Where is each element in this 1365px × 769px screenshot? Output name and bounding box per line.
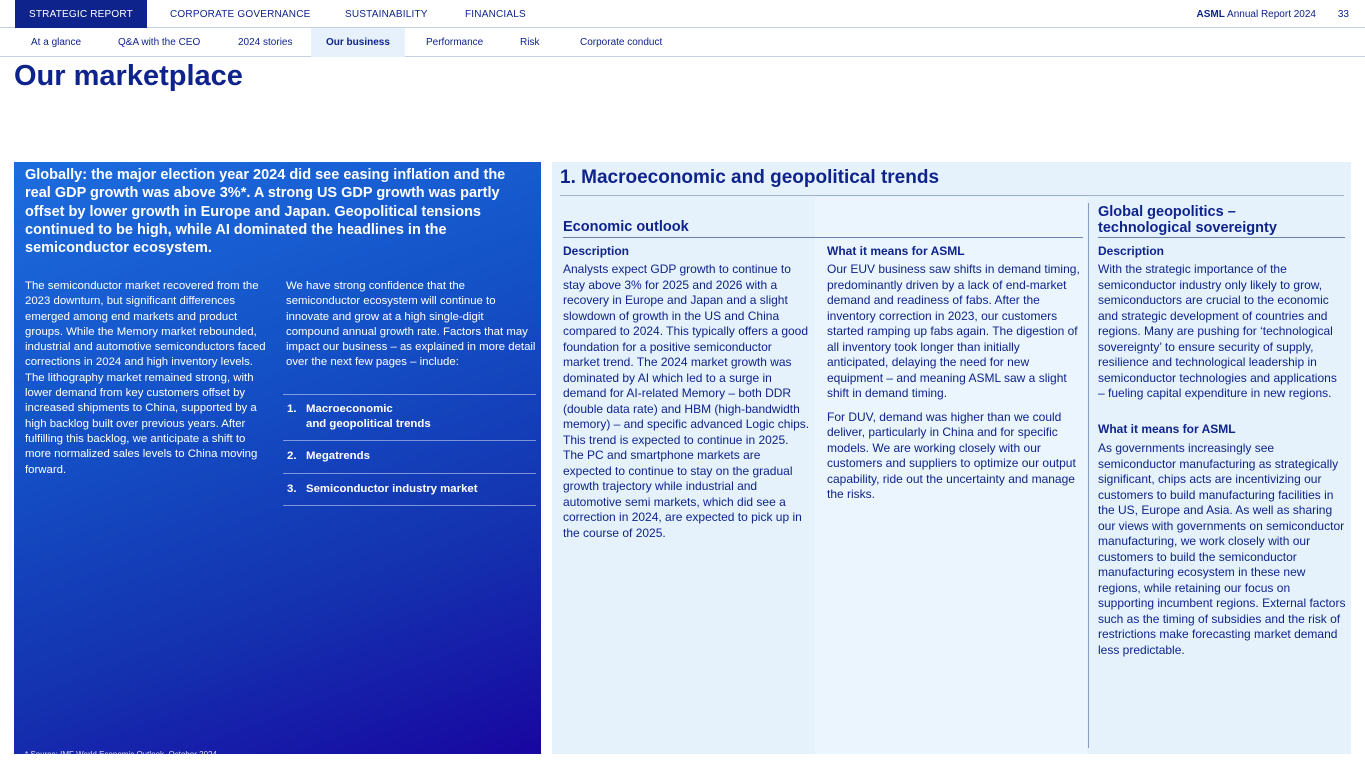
section-title: 1. Macroeconomic and geopolitical trends [560, 167, 940, 188]
topic-number: 2. [287, 450, 297, 462]
geopolitics-description-label: Description [1098, 244, 1165, 258]
subnav-qa-with-ceo[interactable]: Q&A with the CEO [118, 37, 201, 48]
section-divider [560, 195, 1344, 196]
topic-number: 1. [287, 403, 297, 415]
subnav-performance[interactable]: Performance [426, 37, 484, 48]
geopolitics-meaning: As governments increasingly see semiconductor manufacturing as strategically significant, chips acts are incentivizing our customers to build manufacturing facilities in the US, Europe and Asia. As well as sharing our views with governments on semiconductor manufacturing, we work closely with our customers to build the semiconductor manufacturing ecosystem in these new regions, while retaining our focus on supporting incumbent regions. External factors such as the timing of subsidies and the risk of restrictions make forecasting market demand less predictable. [1098, 441, 1346, 657]
subnav-corporate-conduct[interactable]: Corporate conduct [580, 37, 663, 48]
report-title [1196, 0, 1316, 28]
page-title: Our marketplace [14, 60, 243, 92]
column-divider [1088, 203, 1089, 748]
tab-financials[interactable]: FINANCIALS [465, 9, 526, 20]
intro-panel [14, 162, 541, 759]
top-nav [0, 0, 1365, 28]
economic-description-label: Description [563, 244, 630, 258]
geopolitics-rule [1098, 237, 1345, 238]
geopolitics-description: With the strategic importance of the semiconductor industry only likely to grow, semiconductors are crucial to the economic and strategic development of countries and regions. Many are pushing for ‘technological sovereignty’ to ensure security of supply, resilience and technological leadership in semiconductor technologies and applications – fueling capital expenditure in new regions. [1098, 262, 1337, 400]
tab-corporate-governance[interactable]: CORPORATE GOVERNANCE [170, 9, 311, 20]
sub-nav [0, 28, 1365, 57]
page-number: 33 [1337, 9, 1349, 20]
geopolitics-heading-line1: Global geopolitics – [1098, 204, 1236, 220]
geopolitics-heading-line2: technological sovereignty [1098, 220, 1277, 236]
economic-outlook-heading: Economic outlook [563, 219, 689, 235]
report-name: Annual Report 2024 [1224, 9, 1316, 20]
economic-outlook-rule [563, 237, 1083, 238]
topic-label [306, 402, 431, 440]
subnav-at-a-glance[interactable]: At a glance [31, 37, 82, 48]
topic-label-line2: and geopolitical trends [306, 418, 431, 431]
topic-link-semiconductor-market[interactable] [283, 473, 536, 506]
intro-column-2: We have strong confidence that the semiconductor ecosystem will continue to innovate and grow at a high single-digit compound annual growth rate. Factors that may impact our business – as explained in more detail over the next few pages – include: [286, 280, 536, 369]
subnav-2024-stories[interactable]: 2024 stories [238, 37, 293, 48]
economic-meaning-label: What it means for ASML [827, 244, 965, 258]
economic-meaning-paragraph-1: Our EUV business saw shifts in demand timing, predominantly driven by a lack of end-market demand and readiness of fabs. After the inventory correction in 2023, our customers started ramping up fabs again. The digestion of all inventory took longer than initially anticipated, delaying the need for new equipment – and meaning ASML saw a slight shift in demand timing. [827, 262, 1080, 400]
topic-label: Semiconductor industry market [306, 483, 478, 495]
topic-label-line1: Macroeconomic [306, 403, 393, 415]
topic-link-megatrends[interactable] [283, 440, 536, 473]
economic-meaning-paragraph-2: For DUV, demand was higher than we could deliver, particularly in China and for specific models. We are working closely with our customers and suppliers to optimize our output capability, ride out the uncertainty and manage the risks. [827, 409, 1076, 501]
trends-panel [552, 162, 1351, 754]
subnav-risk[interactable]: Risk [520, 37, 540, 48]
topic-number: 3. [287, 483, 297, 495]
intro-column-1: The semiconductor market recovered from the 2023 downturn, but significant differences emerged among end markets and product groups. While the Memory market rebounded, industrial and automotive semiconductors faced corrections in 2024 and high inventory levels. The lithography market remained strong, with lower demand from key customers offset by increased shipments to China, supported by a high backlog built over previous years. After fulfilling this backlog, we anticipate a shift to more normalized sales levels to China moving forward. [25, 280, 266, 476]
intro-lead: Globally: the major election year 2024 did see easing inflation and the real GDP growth was above 3%*. A strong US GDP growth was partly offset by lower growth in Europe and Japan. Geopolitical tensions continued to be high, while AI dominated the headlines in the semiconductor ecosystem. [25, 167, 506, 257]
subnav-our-business[interactable]: Our business [311, 28, 405, 57]
brand-name: ASML [1196, 9, 1225, 20]
geopolitics-meaning-label: What it means for ASML [1098, 422, 1236, 436]
topic-label: Megatrends [306, 450, 370, 462]
footnote: * Source: IMF World Economic Outlook, October 2024 [25, 750, 217, 759]
economic-description: Analysts expect GDP growth to continue to stay above 3% for 2025 and 2026 with a recovery in Europe and Japan and a slight slowdown of growth in the US and China compared to 2024. This typically offers a good foundation for a positive semiconductor market trend. The 2024 market growth was dominated by AI which led to a surge in demand for AI-related Memory – both DDR (double data rate) and HBM (high-bandwidth memory) – and specific advanced Logic chips. This trend is expected to continue in 2025. The PC and smartphone markets are expected to continue to stay on the gradual growth trajectory while industrial and automotive semi markets, which did see a correction in 2024, are expected to pick up in the course of 2025. [563, 262, 810, 540]
economic-meaning [827, 262, 1080, 503]
tab-sustainability[interactable]: SUSTAINABILITY [345, 9, 428, 20]
topic-link-macroeconomic[interactable] [283, 394, 536, 440]
geopolitics-heading [1098, 204, 1277, 236]
topic-list [283, 394, 536, 506]
tab-strategic-report[interactable]: STRATEGIC REPORT [15, 0, 147, 28]
